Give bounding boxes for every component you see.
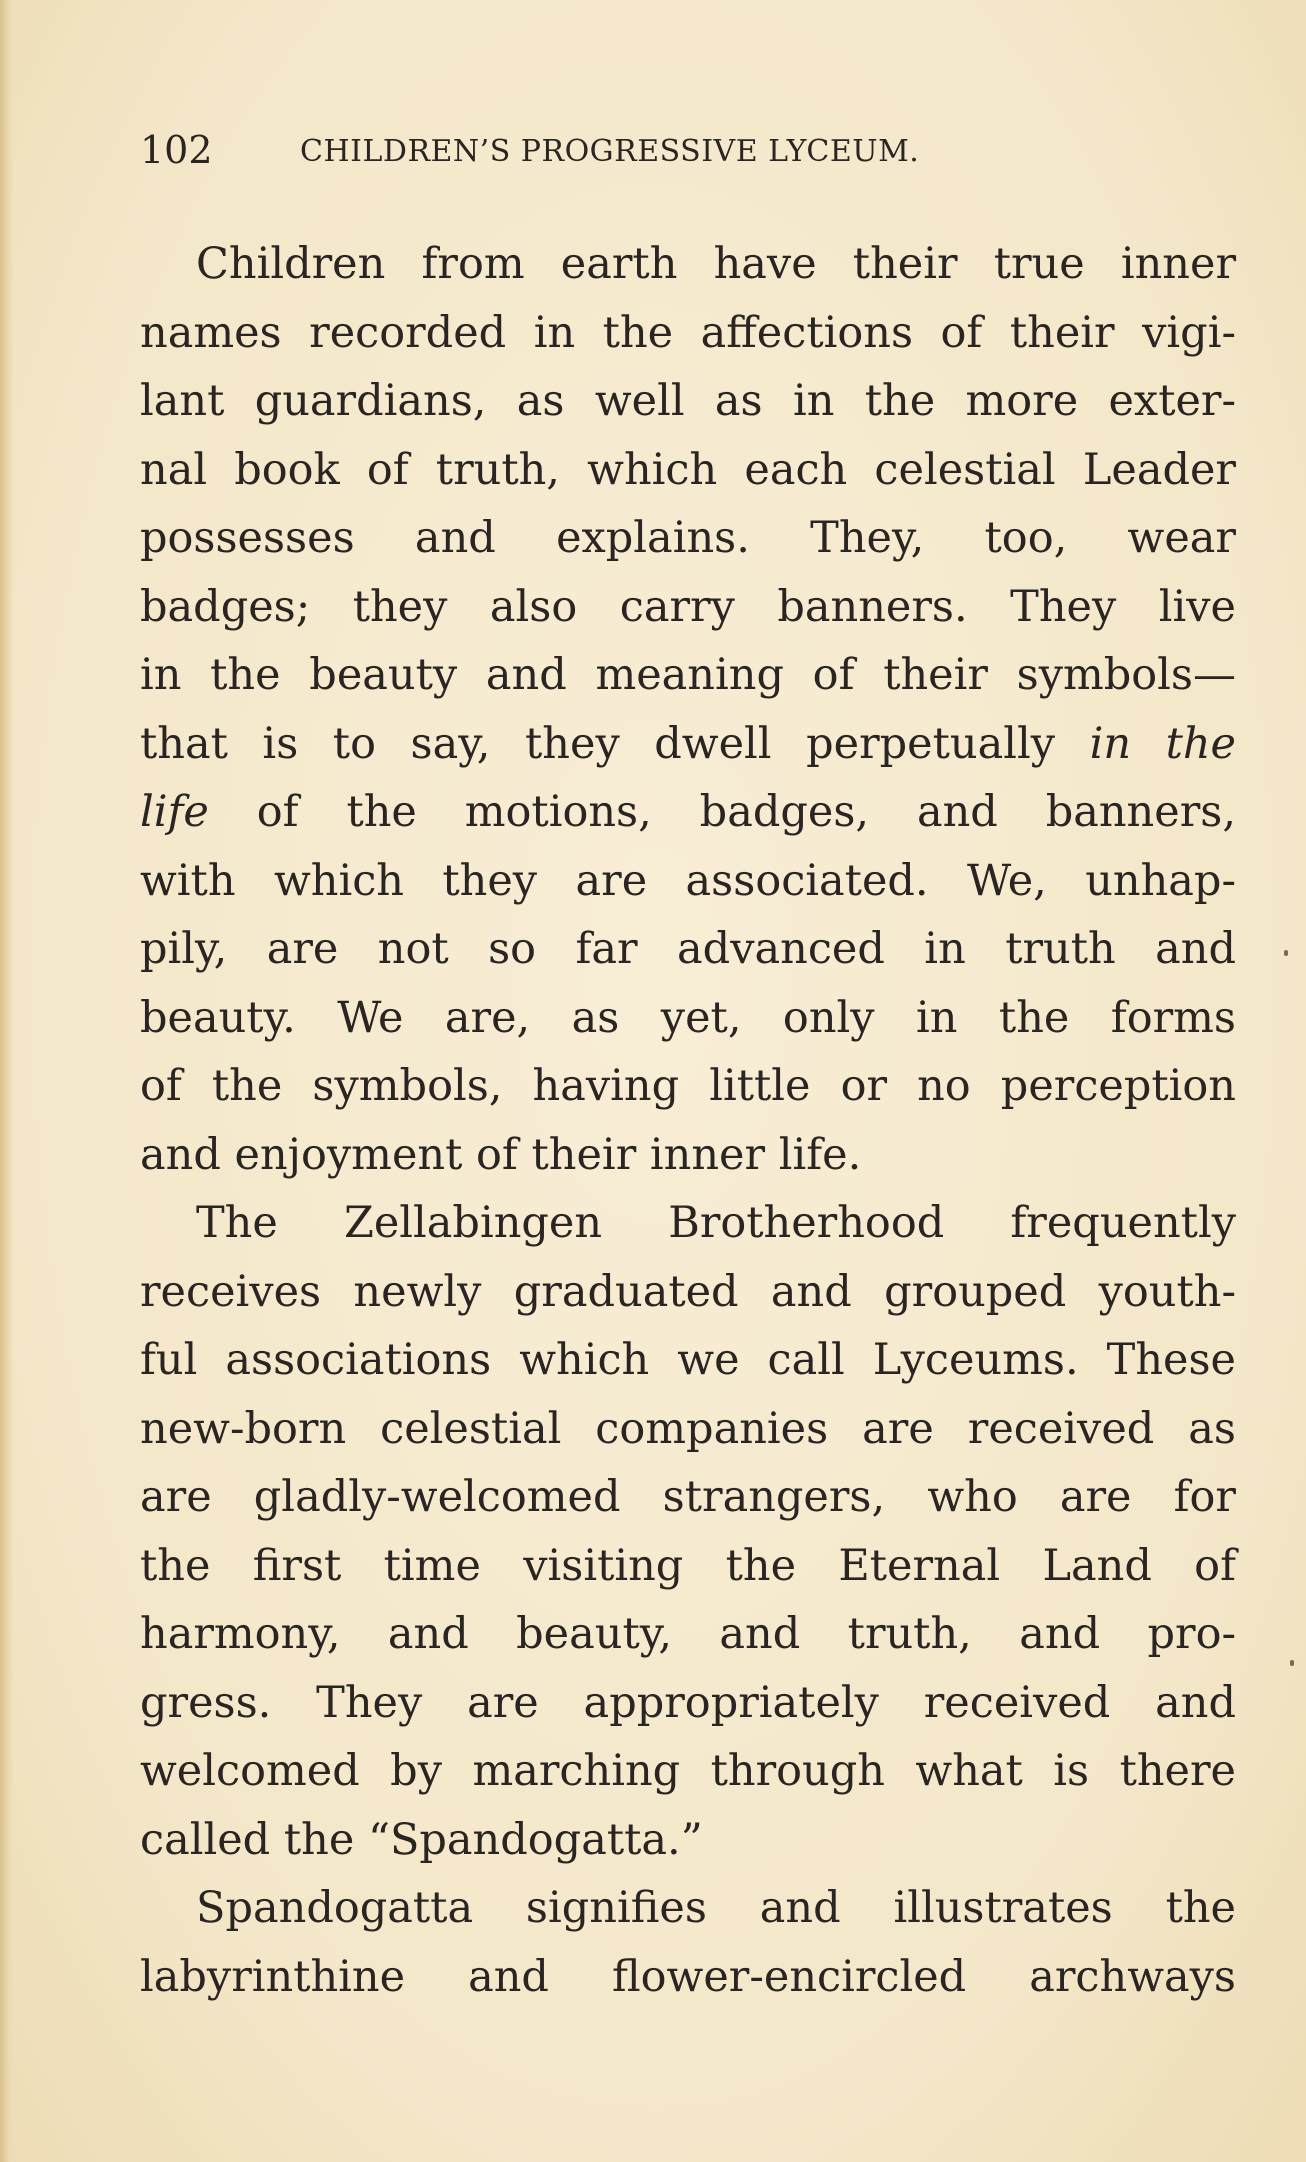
text-line: welcomed by marching through what is there [140,1746,1236,1796]
text-run: that is to say, they dwell perpetually [140,718,1090,769]
text-line: new-born celestial companies are received as [140,1403,1236,1454]
text-line: possesses and explains. They, too, wear [140,513,1236,563]
text-line: gress. They are appropriately received and [140,1677,1236,1728]
text-line: receives newly graduated and grouped youth- [140,1266,1236,1317]
text-line: the first time visiting the Eternal Land of [140,1540,1236,1591]
text-line: labyrinthine and flower-encircled archways [140,1951,1236,2002]
italic-text: in the [1089,718,1236,769]
page-number: 102 [140,128,213,172]
body-text [140,230,1236,2011]
text-line [140,710,1236,779]
text-run: of the motions, badges, and banners, [208,787,1236,837]
page-edge [0,0,14,2162]
text-line: and enjoyment of their inner life. [140,1129,862,1180]
text-line: The Zellabingen Brotherhood frequently [196,1198,1236,1248]
text-line: lant guardians, as well as in the more exter- [140,376,1236,426]
running-head [140,128,1140,184]
text-line: harmony, and beauty, and truth, and pro- [140,1609,1236,1659]
text-line: names recorded in the affections of their vigi- [140,307,1236,358]
text-line: with which they are associated. We, unhap- [140,855,1236,906]
text-line: of the symbols, having little or no perception [140,1061,1236,1111]
running-title: CHILDREN’S PROGRESSIVE LYCEUM. [300,134,920,169]
text-line: badges; they also carry banners. They live [140,581,1236,632]
text-line: in the beauty and meaning of their symbols— [140,650,1236,700]
text-line: Children from earth have their true inner [196,239,1236,289]
text-line: called the “Spandogatta.” [140,1814,703,1865]
paper-speck [1290,1660,1294,1666]
text-line [140,778,1236,847]
text-line: pily, are not so far advanced in truth and [140,924,1236,974]
text-line: nal book of truth, which each celestial Leader [140,444,1236,495]
text-line: beauty. We are, as yet, only in the forms [140,992,1236,1043]
text-line: Spandogatta signifies and illustrates the [196,1883,1236,1933]
italic-text: life [140,787,209,837]
text-line: are gladly-welcomed strangers, who are for [140,1472,1236,1522]
text-line: ful associations which we call Lyceums. These [140,1335,1236,1385]
paper-speck [1284,950,1288,956]
